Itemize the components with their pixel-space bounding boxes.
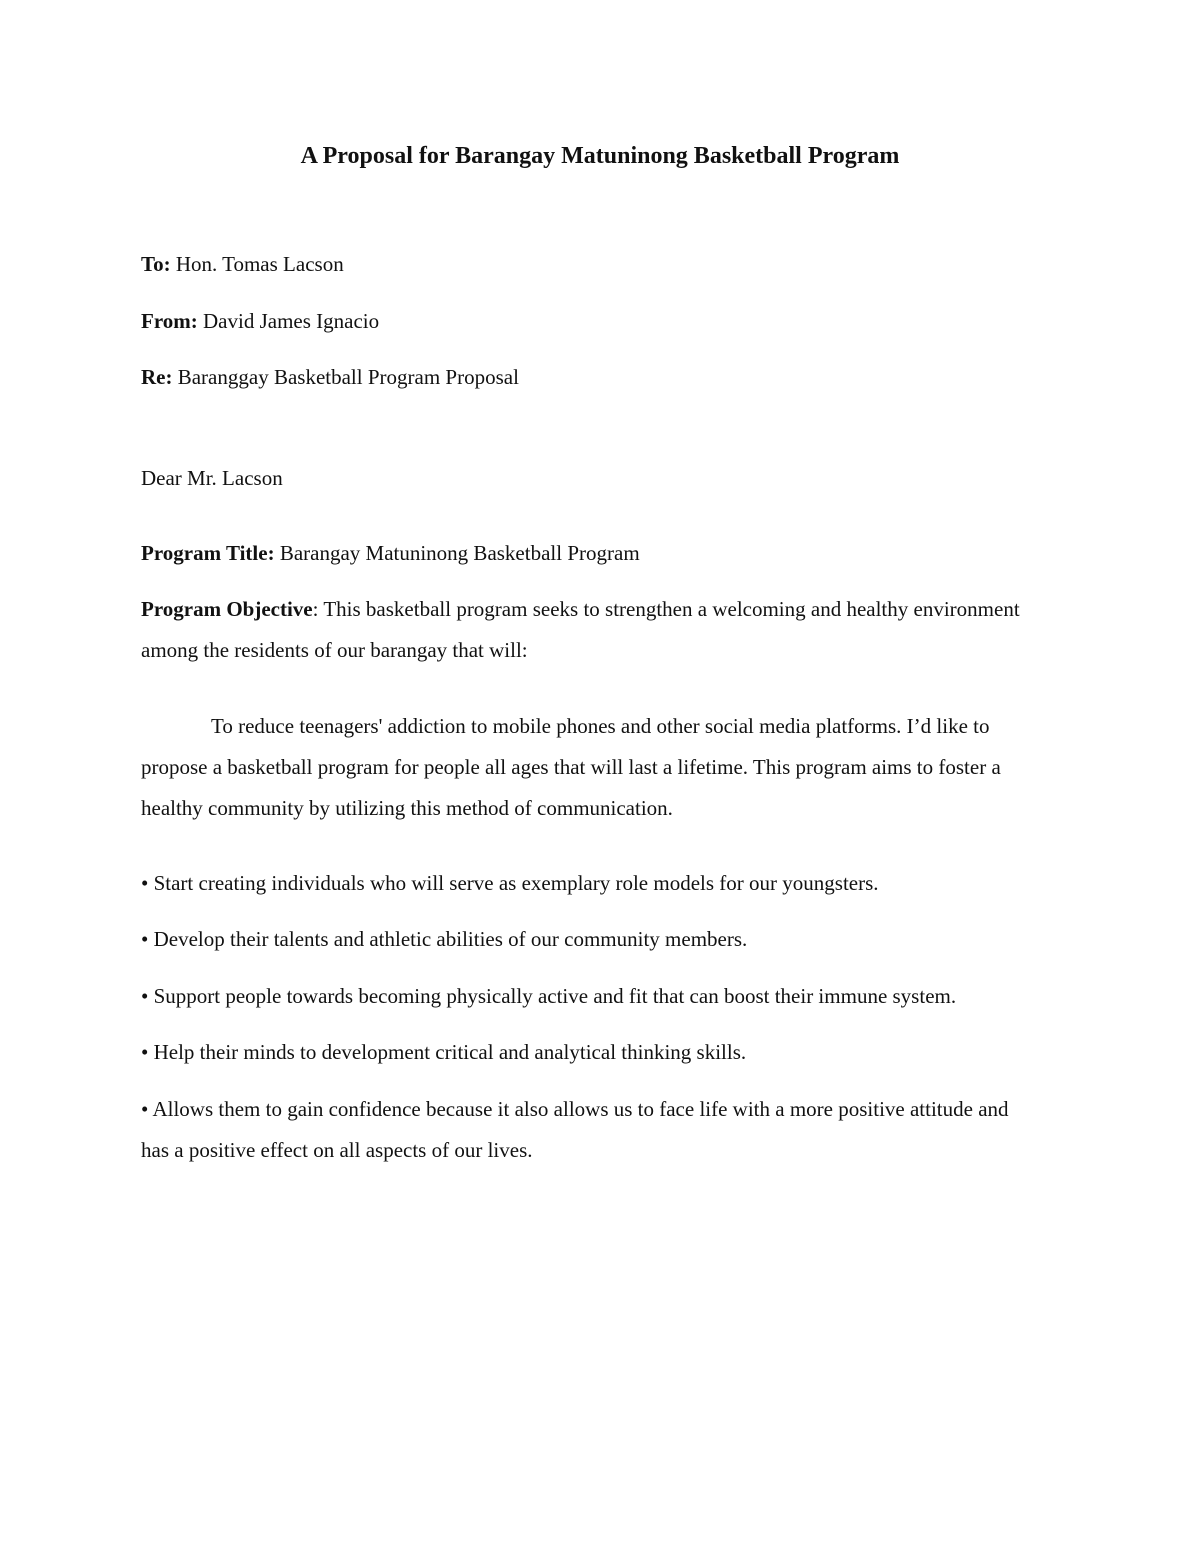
bullet-item: • Allows them to gain confidence because it also allows us to face life with a more positive attitude and has a positive effect on all aspects of our lives. xyxy=(141,1097,1009,1162)
bullet-item: • Start creating individuals who will serve as exemplary role models for our youngsters. xyxy=(141,871,879,895)
program-title-value: Barangay Matuninong Basketball Program xyxy=(274,541,640,565)
memo-re-label: Re: xyxy=(141,365,173,389)
bullet-item: • Help their minds to development critical and analytical thinking skills. xyxy=(141,1040,747,1064)
memo-from-value: David James Ignacio xyxy=(197,309,380,333)
memo-to-label: To: xyxy=(141,252,171,276)
program-title xyxy=(141,541,640,566)
program-objective-value: : This basketball program seeks to strengthen a welcoming and healthy environment among the residents of our barangay that will: xyxy=(141,597,1020,662)
memo-from xyxy=(141,309,379,334)
salutation: Dear Mr. Lacson xyxy=(141,466,283,490)
bullet-item: • Support people towards becoming physically active and fit that can boost their immune system. xyxy=(141,984,957,1008)
bullet-item: • Develop their talents and athletic abilities of our community members. xyxy=(141,927,748,951)
program-objective xyxy=(141,589,1041,671)
body-paragraph: To reduce teenagers' addiction to mobile phones and other social media platforms. I’d like to propose a basketball program for people all ages that will last a lifetime. This program aims to foster a healthy community by utilizing this method of communication. xyxy=(141,714,1001,820)
memo-from-label: From: xyxy=(141,309,198,333)
memo-to-value: Hon. Tomas Lacson xyxy=(170,252,344,276)
program-objective-label: Program Objective xyxy=(141,597,313,621)
document-title: A Proposal for Barangay Matuninong Basketball Program xyxy=(300,143,900,169)
memo-re xyxy=(141,365,519,390)
memo-to xyxy=(141,252,344,277)
memo-re-value: Baranggay Basketball Program Proposal xyxy=(172,365,519,389)
program-title-label: Program Title: xyxy=(141,541,275,565)
